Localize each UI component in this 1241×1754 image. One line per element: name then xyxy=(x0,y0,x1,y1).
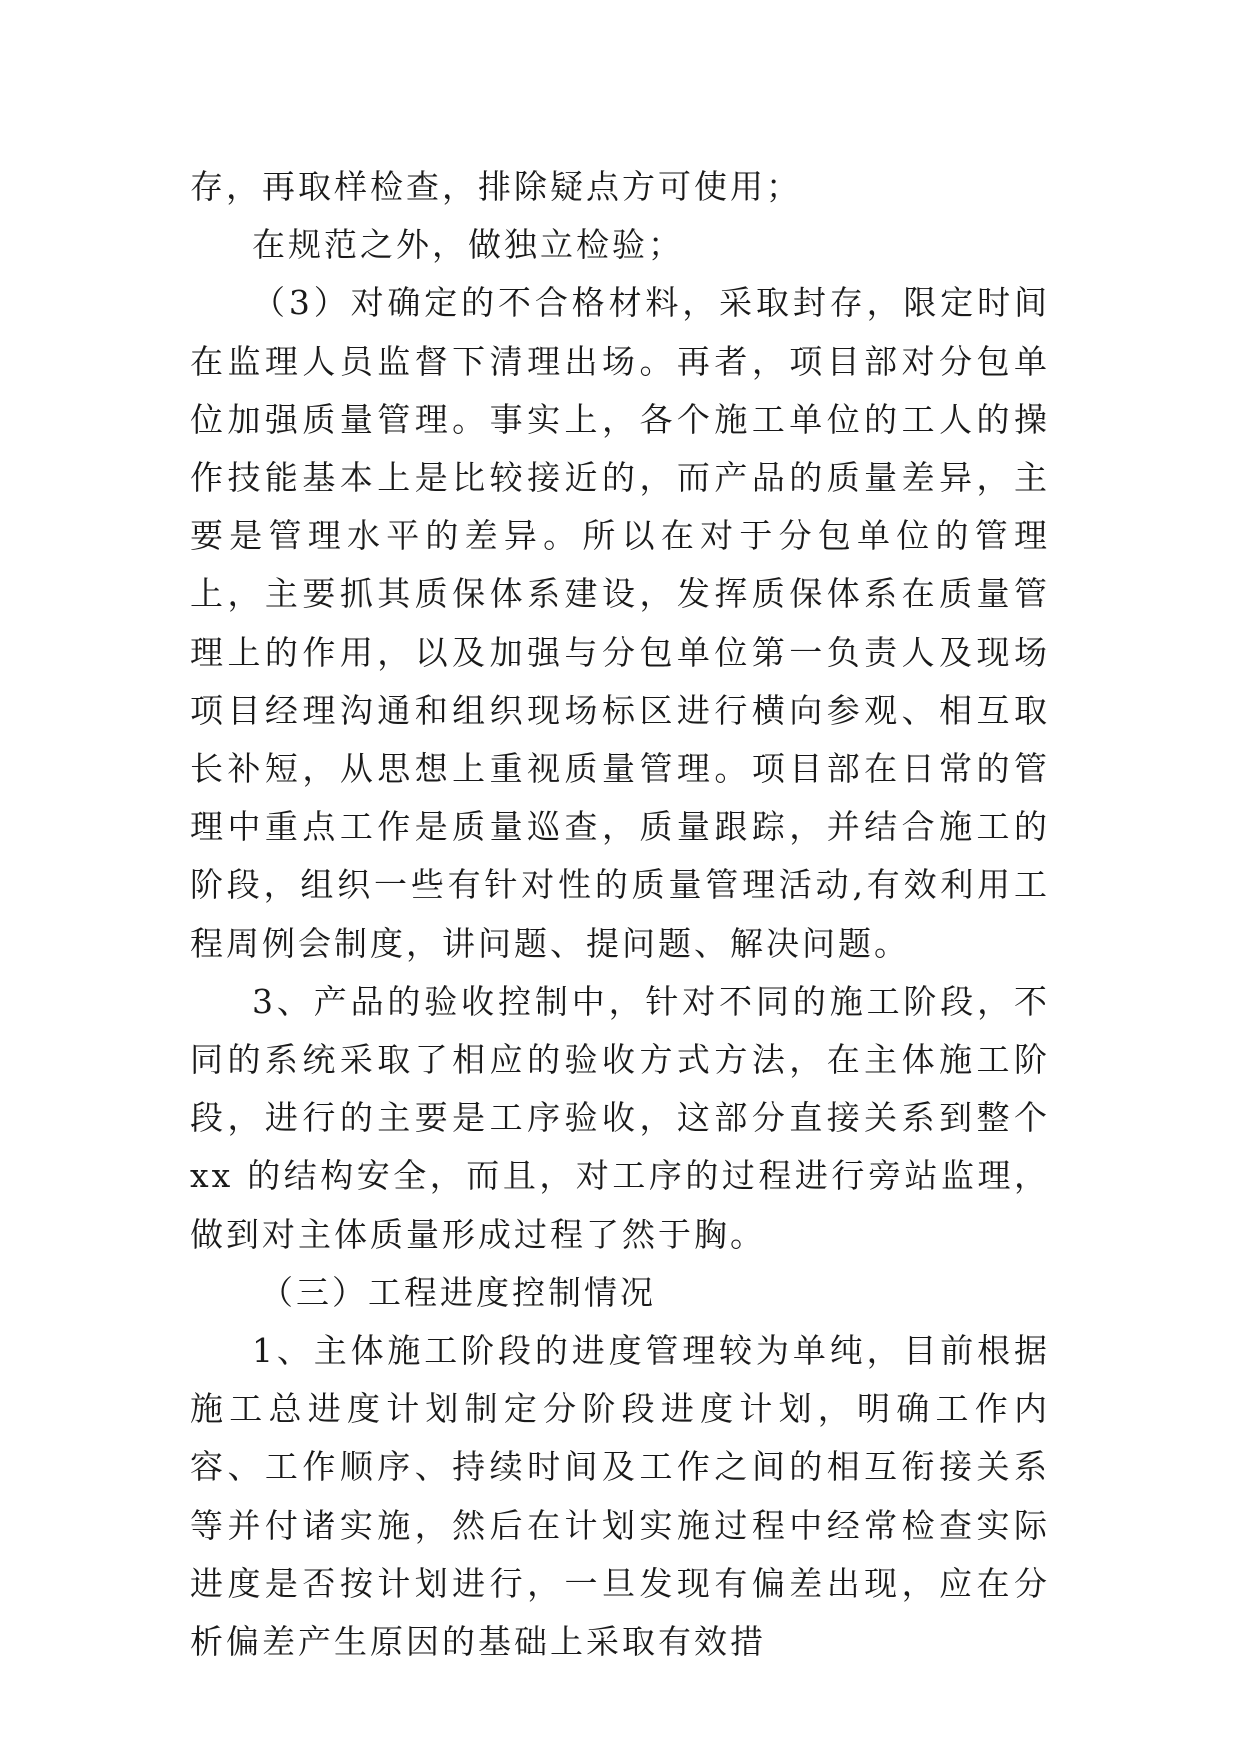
section-heading-progress-control: （三）工程进度控制情况 xyxy=(260,1272,656,1312)
paragraph-progress-management: 1、主体施工阶段的进度管理较为单纯，目前根据施工总进度计划制定分阶段进度计划，明确工作内容、工作顺序、持续时间及工作之间的相互衔接关系等并付诸实施，然后在计划实施过程中经常检查实际进度是否按计划进行，一旦发现有偏差出现，应在分析偏差产生原因的基础上采取有效措 xyxy=(190,1331,1050,1662)
paragraph-independent-inspection: 在规范之外，做独立检验； xyxy=(252,225,684,265)
paragraph-acceptance-control: 3、产品的验收控制中，针对不同的施工阶段，不同的系统采取了相应的验收方式方法，在主体施工阶段，进行的主要是工序验收，这部分直接关系到整个 xx 的结构安全，而且，对工序的过程进行旁站监理，做到对主体质量形成过程了然于胸。 xyxy=(190,981,1050,1254)
document-body xyxy=(190,158,1050,1671)
paragraph-nonconforming-materials: （3）对确定的不合格材料，采取封存，限定时间在监理人员监督下清理出场。再者，项目部对分包单位加强质量管理。事实上，各个施工单位的工人的操作技能基本上是比较接近的，而产品的质量差异，主要是管理水平的差异。所以在对于分包单位的管理上，主要抓其质保体系建设，发挥质保体系在质量管理上的作用，以及加强与分包单位第一负责人及现场项目经理沟通和组织现场标区进行横向参观、相互取长补短，从思想上重视质量管理。项目部在日常的管理中重点工作是质量巡查，质量跟踪，并结合施工的阶段，组织一些有针对性的质量管理活动,有效利用工程周例会制度，讲问题、提问题、解决问题。 xyxy=(190,283,1050,963)
paragraph-continuation: 存，再取样检查，排除疑点方可使用； xyxy=(190,167,802,206)
